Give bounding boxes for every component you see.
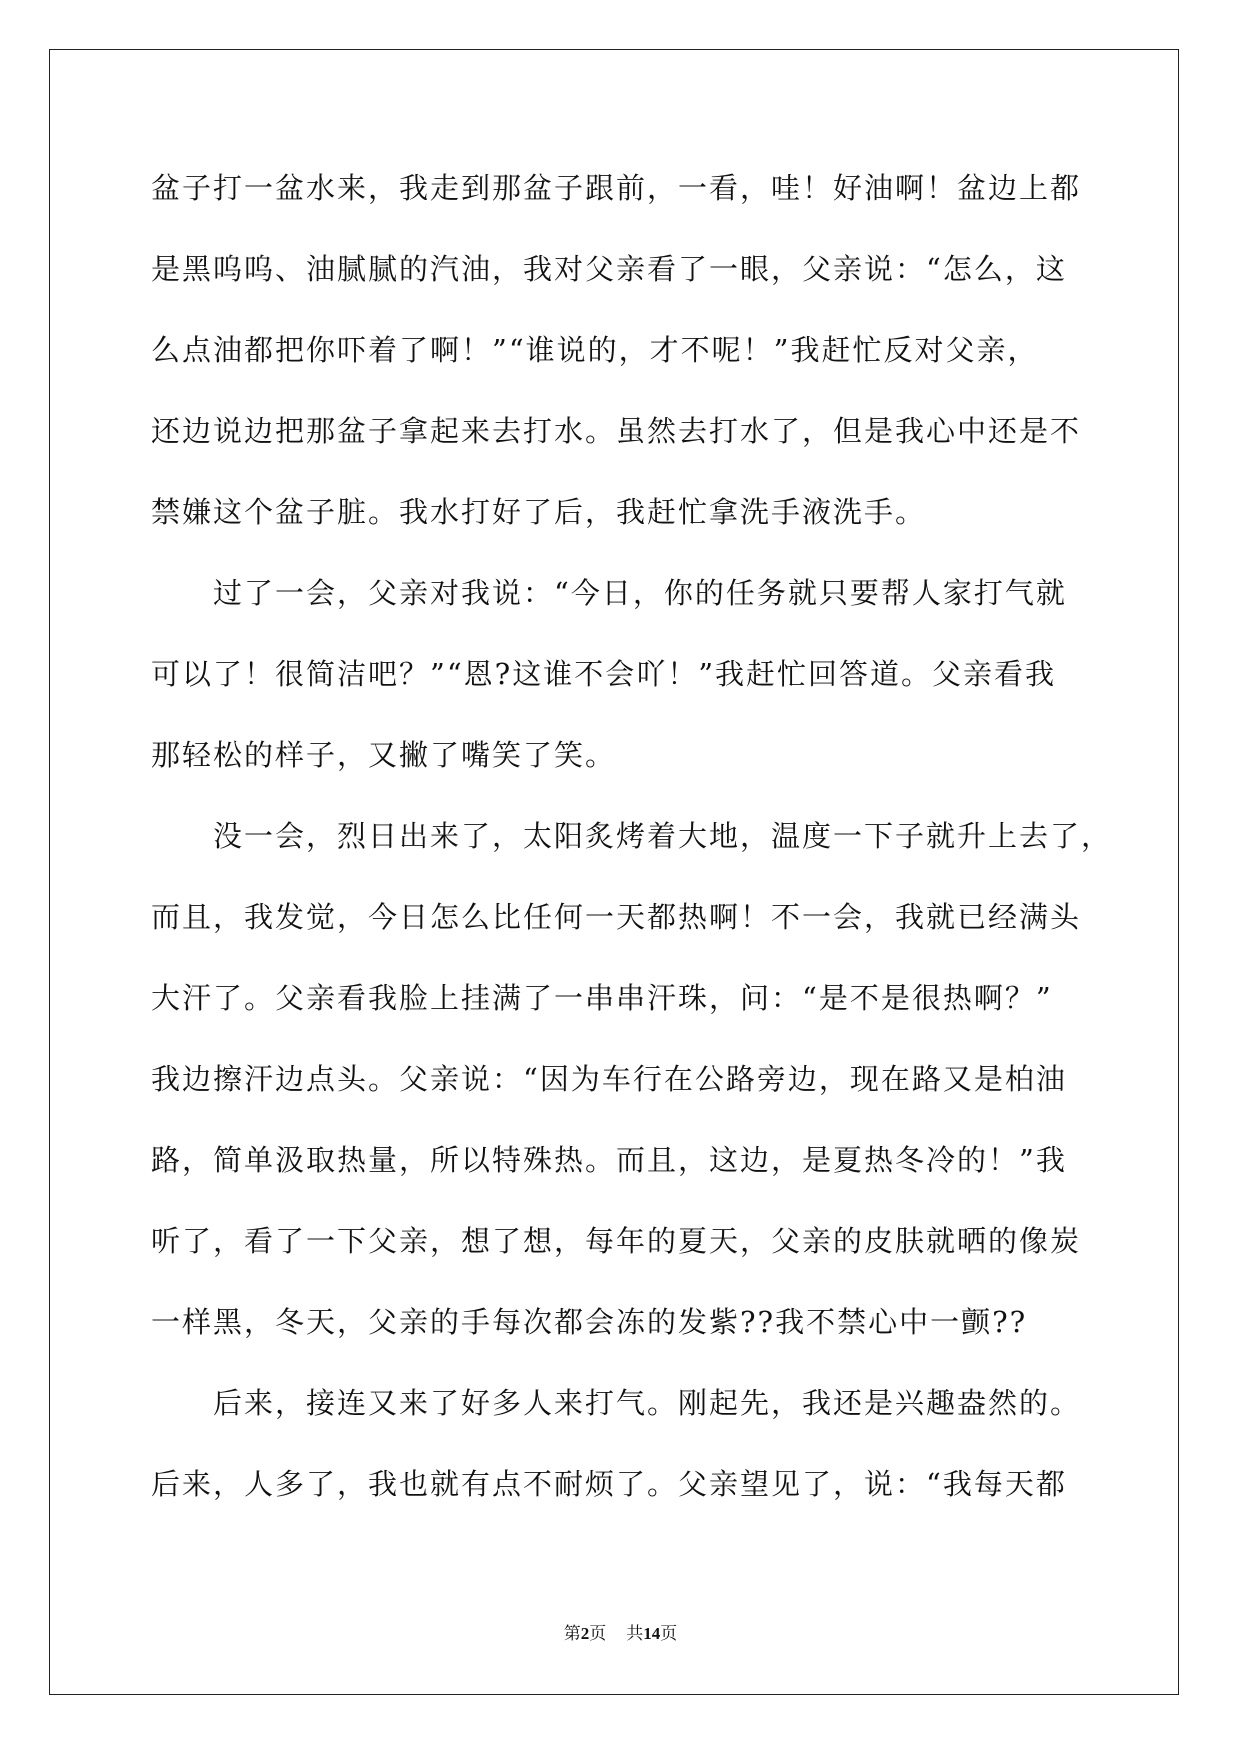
text-line: 那轻松的样子，又撇了嘴笑了笑。 bbox=[151, 738, 617, 772]
text-line: 一样黑，冬天，父亲的手每次都会冻的发紫??我不禁心中一颤?? bbox=[151, 1305, 1028, 1339]
text-line: 是黑呜呜、油腻腻的汽油，我对父亲看了一眼，父亲说：“怎么，这 bbox=[151, 252, 1067, 286]
text-line: 后来，人多了，我也就有点不耐烦了。父亲望见了，说：“我每天都 bbox=[151, 1467, 1067, 1501]
text-line: 路，简单汲取热量，所以特殊热。而且，这边，是夏热冬冷的！”我 bbox=[151, 1143, 1067, 1177]
text-line: 没一会，烈日出来了，太阳炙烤着大地，温度一下子就升上去了， bbox=[213, 819, 1113, 853]
text-line: 还边说边把那盆子拿起来去打水。虽然去打水了，但是我心中还是不 bbox=[151, 414, 1082, 448]
page-label-prefix: 第 bbox=[563, 1624, 581, 1643]
total-page-count: 14 bbox=[643, 1624, 661, 1643]
text-line: 么点油都把你吓着了啊！”“谁说的，才不呢！”我赶忙反对父亲， bbox=[151, 333, 1039, 367]
page-footer bbox=[0, 1619, 1241, 1644]
text-line: 听了，看了一下父亲，想了想，每年的夏天，父亲的皮肤就晒的像炭 bbox=[151, 1224, 1082, 1258]
page-label-suffix: 页 bbox=[589, 1624, 607, 1643]
text-line: 而且，我发觉，今日怎么比任何一天都热啊！不一会，我就已经满头 bbox=[151, 900, 1082, 934]
text-line: 我边擦汗边点头。父亲说：“因为车行在公路旁边，现在路又是柏油 bbox=[151, 1062, 1067, 1096]
text-line: 可以了！很简洁吧？”“恩?这谁不会吖！”我赶忙回答道。父亲看我 bbox=[151, 657, 1057, 691]
text-line: 后来，接连又来了好多人来打气。刚起先，我还是兴趣盎然的。 bbox=[213, 1386, 1082, 1420]
document-body bbox=[151, 166, 1113, 1543]
total-label-suffix: 页 bbox=[660, 1624, 678, 1643]
text-line: 盆子打一盆水来，我走到那盆子跟前，一看，哇！好油啊！盆边上都 bbox=[151, 171, 1082, 205]
text-line: 过了一会，父亲对我说：“今日，你的任务就只要帮人家打气就 bbox=[213, 576, 1067, 610]
text-line: 大汗了。父亲看我脸上挂满了一串串汗珠，问：“是不是很热啊？” bbox=[151, 981, 1053, 1015]
text-line: 禁嫌这个盆子脏。我水打好了后，我赶忙拿洗手液洗手。 bbox=[151, 495, 927, 529]
total-label-prefix: 共 bbox=[626, 1624, 644, 1643]
current-page-number: 2 bbox=[580, 1624, 590, 1643]
